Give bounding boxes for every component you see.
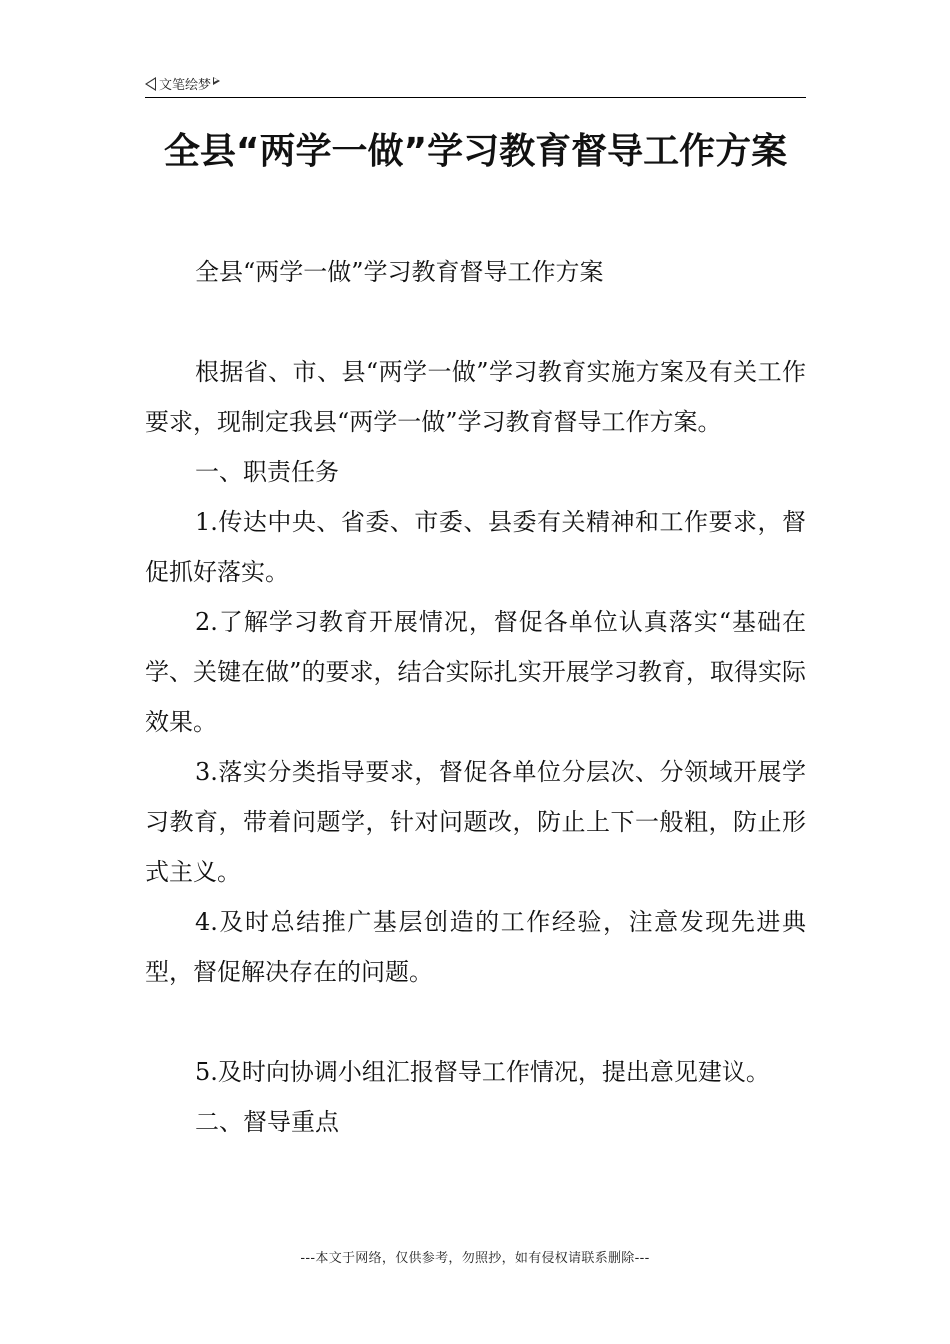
document-body [145,247,806,1147]
page-header [145,74,220,93]
subtitle-paragraph: 全县“两学一做”学习教育督导工作方案 [195,258,604,286]
blank-line [145,297,806,347]
document-title: 全县“两学一做”学习教育督导工作方案 [163,131,788,172]
list-item: 4.及时总结推广基层创造的工作经验，注意发现先进典型，督促解决存在的问题。 [145,908,806,986]
list-item: 2.了解学习教育开展情况，督促各单位认真落实“基础在学、关键在做”的要求，结合实际扎实开展学习教育，取得实际效果。 [145,608,806,736]
list-item: 1.传达中央、省委、市委、县委有关精神和工作要求，督促抓好落实。 [145,508,806,586]
list-item: 5.及时向协调小组汇报督导工作情况，提出意见建议。 [195,1058,770,1086]
page-footer: ---本文于网络，仅供参考，勿照抄，如有侵权请联系删除--- [300,1251,650,1266]
body-paragraph: 根据省、市、县“两学一做”学习教育实施方案及有关工作要求，现制定我县“两学一做”学习教育督导工作方案。 [145,358,806,436]
right-triangle-icon [213,77,220,85]
blank-line [145,997,806,1047]
section-heading: 二、督导重点 [195,1108,339,1136]
list-item: 3.落实分类指导要求，督促各单位分层次、分领域开展学习教育，带着问题学，针对问题改，防止上下一般粗，防止形式主义。 [145,758,806,886]
header-text: 文笔绘梦 [159,78,212,93]
section-heading: 一、职责任务 [195,458,339,486]
header-divider [145,97,806,98]
left-triangle-icon [145,77,156,91]
